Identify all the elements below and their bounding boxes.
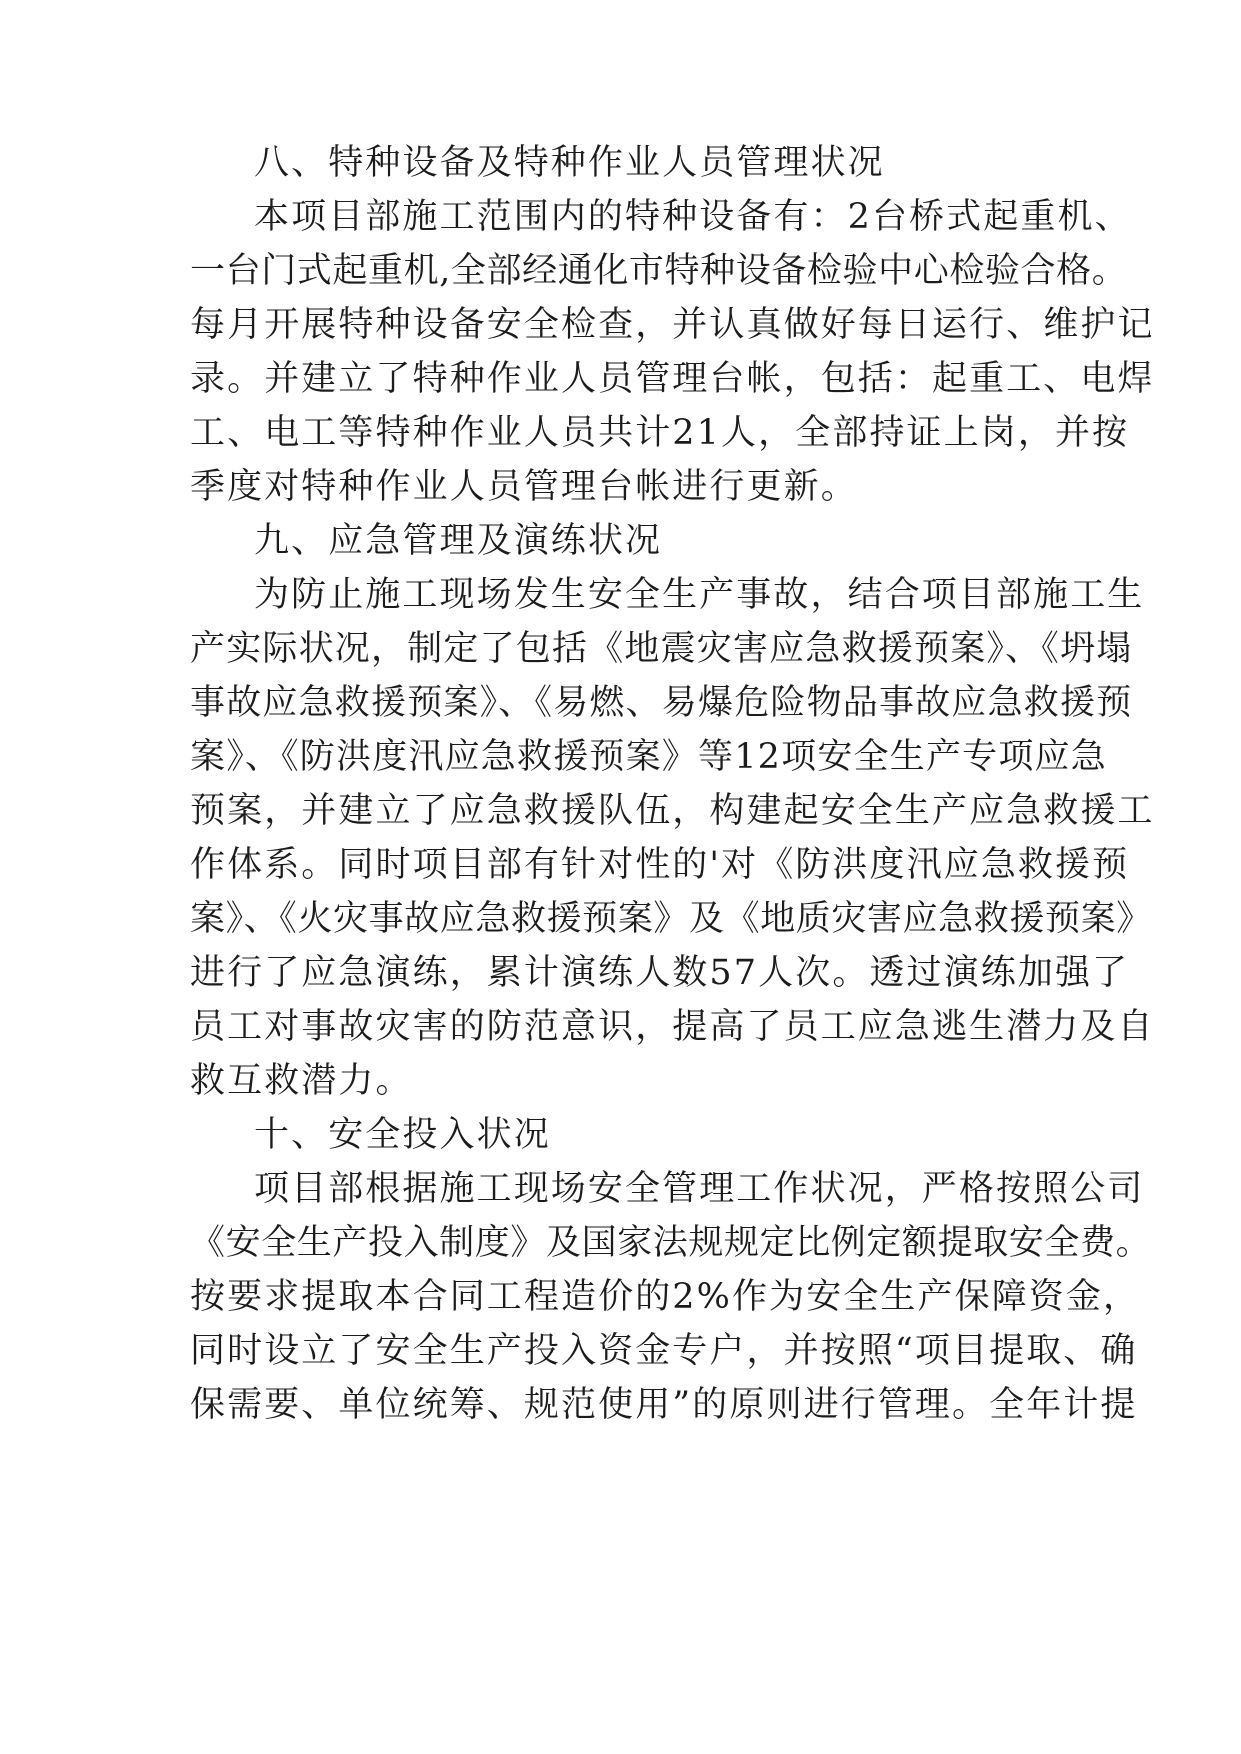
paragraph-line: 为防止施工现场发生安全生产事故，结合项目部施工生 <box>254 575 1145 615</box>
section-heading-safety-investment: 十、安全投入状况 <box>254 1115 551 1155</box>
paragraph-line: 项目部根据施工现场安全管理工作状况，严格按照公司 <box>254 1169 1145 1209</box>
paragraph-line: 进行了应急演练，累计演练人数57人次。透过演练加强了 <box>190 953 1130 993</box>
paragraph-line: 保需要、单位统筹、规范使用”的原则进行管理。全年计提 <box>190 1385 1138 1425</box>
paragraph-line: 救互救潜力。 <box>190 1061 413 1101</box>
paragraph-line: 《安全生产投入制度》及国家法规规定比例定额提取安全费。 <box>190 1223 1152 1263</box>
paragraph-line: 案》、《防洪度汛应急救援预案》等12项安全生产专项应急 <box>190 737 1107 777</box>
paragraph-line: 每月开展特种设备安全检查，并认真做好每日运行、维护记 <box>190 305 1155 345</box>
paragraph-line: 预案，并建立了应急救援队伍，构建起安全生产应急救援工 <box>190 791 1155 831</box>
paragraph-line: 季度对特种作业人员管理台帐进行更新。 <box>190 467 858 507</box>
paragraph-line: 本项目部施工范围内的特种设备有：2台桥式起重机、 <box>254 197 1132 237</box>
paragraph-line: 工、电工等特种作业人员共计21人，全部持证上岗，并按 <box>190 413 1130 453</box>
paragraph-line: 案》、《火灾事故应急救援预案》及《地质灾害应急救援预案》 <box>190 899 1152 939</box>
paragraph-line: 一台门式起重机,全部经通化市特种设备检验中心检验合格。 <box>190 251 1128 291</box>
paragraph-line: 作体系。同时项目部有针对性的'对《防洪度汛应急救援预 <box>190 845 1130 885</box>
paragraph-line: 同时设立了安全生产投入资金专户，并按照“项目提取、确 <box>190 1331 1138 1371</box>
paragraph-line: 员工对事故灾害的防范意识，提高了员工应急逃生潜力及自 <box>190 1007 1155 1047</box>
paragraph-line: 事故应急救援预案》、《易燃、易爆危险物品事故应急救援预 <box>190 683 1133 723</box>
paragraph-line: 按要求提取本合同工程造价的2%作为安全生产保障资金， <box>190 1277 1141 1317</box>
section-heading-emergency: 九、应急管理及演练状况 <box>254 521 663 561</box>
paragraph-line: 录。并建立了特种作业人员管理台帐，包括：起重工、电焊 <box>190 359 1155 399</box>
section-heading-special-equipment: 八、特种设备及特种作业人员管理状况 <box>254 143 885 183</box>
paragraph-line: 产实际状况，制定了包括《地震灾害应急救援预案》、《坍塌 <box>190 629 1133 669</box>
